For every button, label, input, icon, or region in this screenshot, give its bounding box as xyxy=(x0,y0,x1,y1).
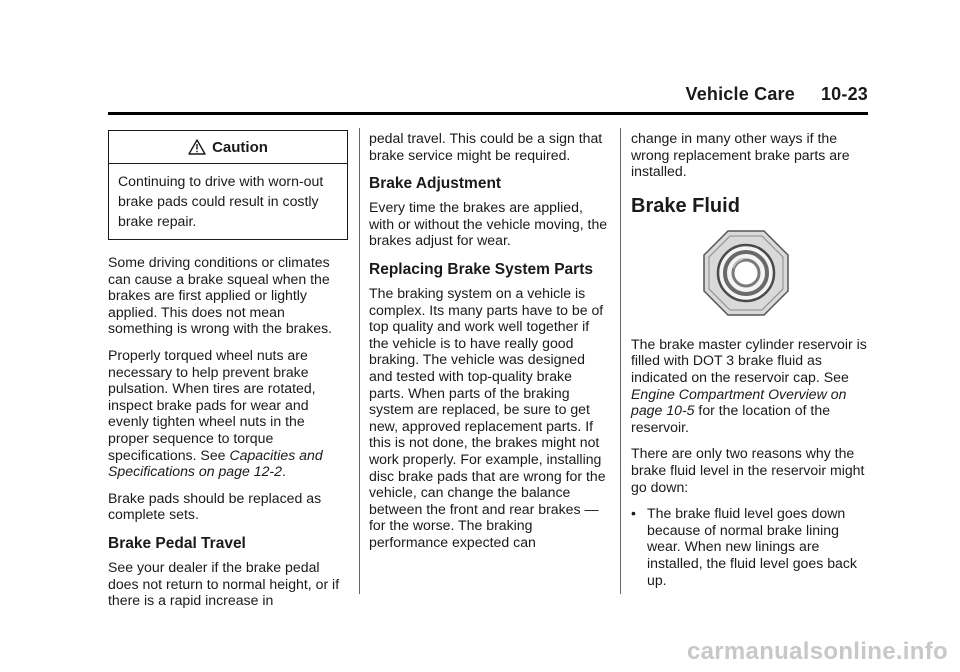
paragraph-master-cylinder-text: The brake master cylinder reservoir is filled with DOT 3 brake fluid as indicated on the reservoir cap. See xyxy=(631,335,867,385)
caution-header xyxy=(109,131,347,164)
warning-triangle-icon xyxy=(188,139,206,155)
bullet-item xyxy=(631,505,871,588)
link-engine-compartment[interactable]: Engine Compartment Overview on page 10-5 xyxy=(631,385,847,419)
caution-title: Caution xyxy=(212,138,268,156)
brake-fluid-cap-icon xyxy=(701,228,791,318)
paragraph-fluid-reasons: There are only two reasons why the brake fluid level in the reservoir might go down: xyxy=(631,445,865,495)
heading-brake-adjustment: Brake Adjustment xyxy=(369,175,502,193)
paragraph-master-cylinder xyxy=(631,336,871,436)
paragraph-brake-pads-sets: Brake pads should be replaced as complete sets. xyxy=(108,489,322,523)
heading-brake-pedal-travel: Brake Pedal Travel xyxy=(108,534,246,552)
link-capacities-specifications[interactable]: Capacities and Specifications on page 12-2 xyxy=(108,446,323,480)
column-2 xyxy=(369,130,609,560)
paragraph-wheel-nuts-text: Properly torqued wheel nuts are necessary to help prevent brake pulsation. When tires are rotated, inspect brake pads for wear and evenly tighten wheel nuts in the proper sequence to torque specifications. See xyxy=(108,346,316,463)
caution-box xyxy=(108,130,348,240)
header-text xyxy=(685,84,868,105)
page-number: 10-23 xyxy=(820,84,868,104)
heading-brake-fluid: Brake Fluid xyxy=(631,194,740,217)
bullet-text: The brake fluid level goes down because of normal brake lining wear. When new linings are installed, the fluid level goes back up. xyxy=(647,505,857,588)
page-header xyxy=(108,86,868,115)
paragraph-replacing-parts: The braking system on a vehicle is complex. Its many parts have to be of top quality and work well together if the vehicle is to have really good braking. The vehicle was designed and tested with top-quality brake parts. When parts of the braking system are replaced, be sure to get new, approved replacement parts. If this is not done, the brakes might not work properly. For example, installing disc brake pads that are wrong for the vehicle, can change the balance between the front and rear brakes — for the worse. The braking performance expected can xyxy=(369,284,606,550)
column-3 xyxy=(631,130,871,588)
paragraph-brake-squeal: Some driving conditions or climates can cause a brake squeal when the brakes are first applied or lightly applied. This does not mean something is wrong with the brakes. xyxy=(108,254,333,337)
heading-replacing-parts: Replacing Brake System Parts xyxy=(369,260,593,278)
paragraph-replacement-cont: change in many other ways if the wrong replacement brake parts are installed. xyxy=(631,130,850,180)
section-title: Vehicle Care xyxy=(685,84,795,104)
period: . xyxy=(281,463,286,480)
bullet-mark: • xyxy=(631,505,636,522)
column-divider xyxy=(620,128,621,594)
paragraph-master-cylinder-end: for the location of the reservoir. xyxy=(631,402,831,435)
column-divider xyxy=(359,128,360,594)
paragraph-pedal-travel: See your dealer if the brake pedal does not return to normal height, or if there is a rapid increase in xyxy=(108,558,340,609)
caution-text: Continuing to drive with worn-out brake pads could result in costly brake repair. xyxy=(118,173,324,229)
paragraph-brake-adjustment: Every time the brakes are applied, with or without the vehicle moving, the brakes adjust for wear. xyxy=(369,199,608,249)
column-1 xyxy=(108,130,348,619)
paragraph-wheel-nuts xyxy=(108,347,348,480)
paragraph-pedal-travel-cont: pedal travel. This could be a sign that brake service might be required. xyxy=(369,130,603,163)
watermark: carmanualsonline.info xyxy=(686,638,948,665)
